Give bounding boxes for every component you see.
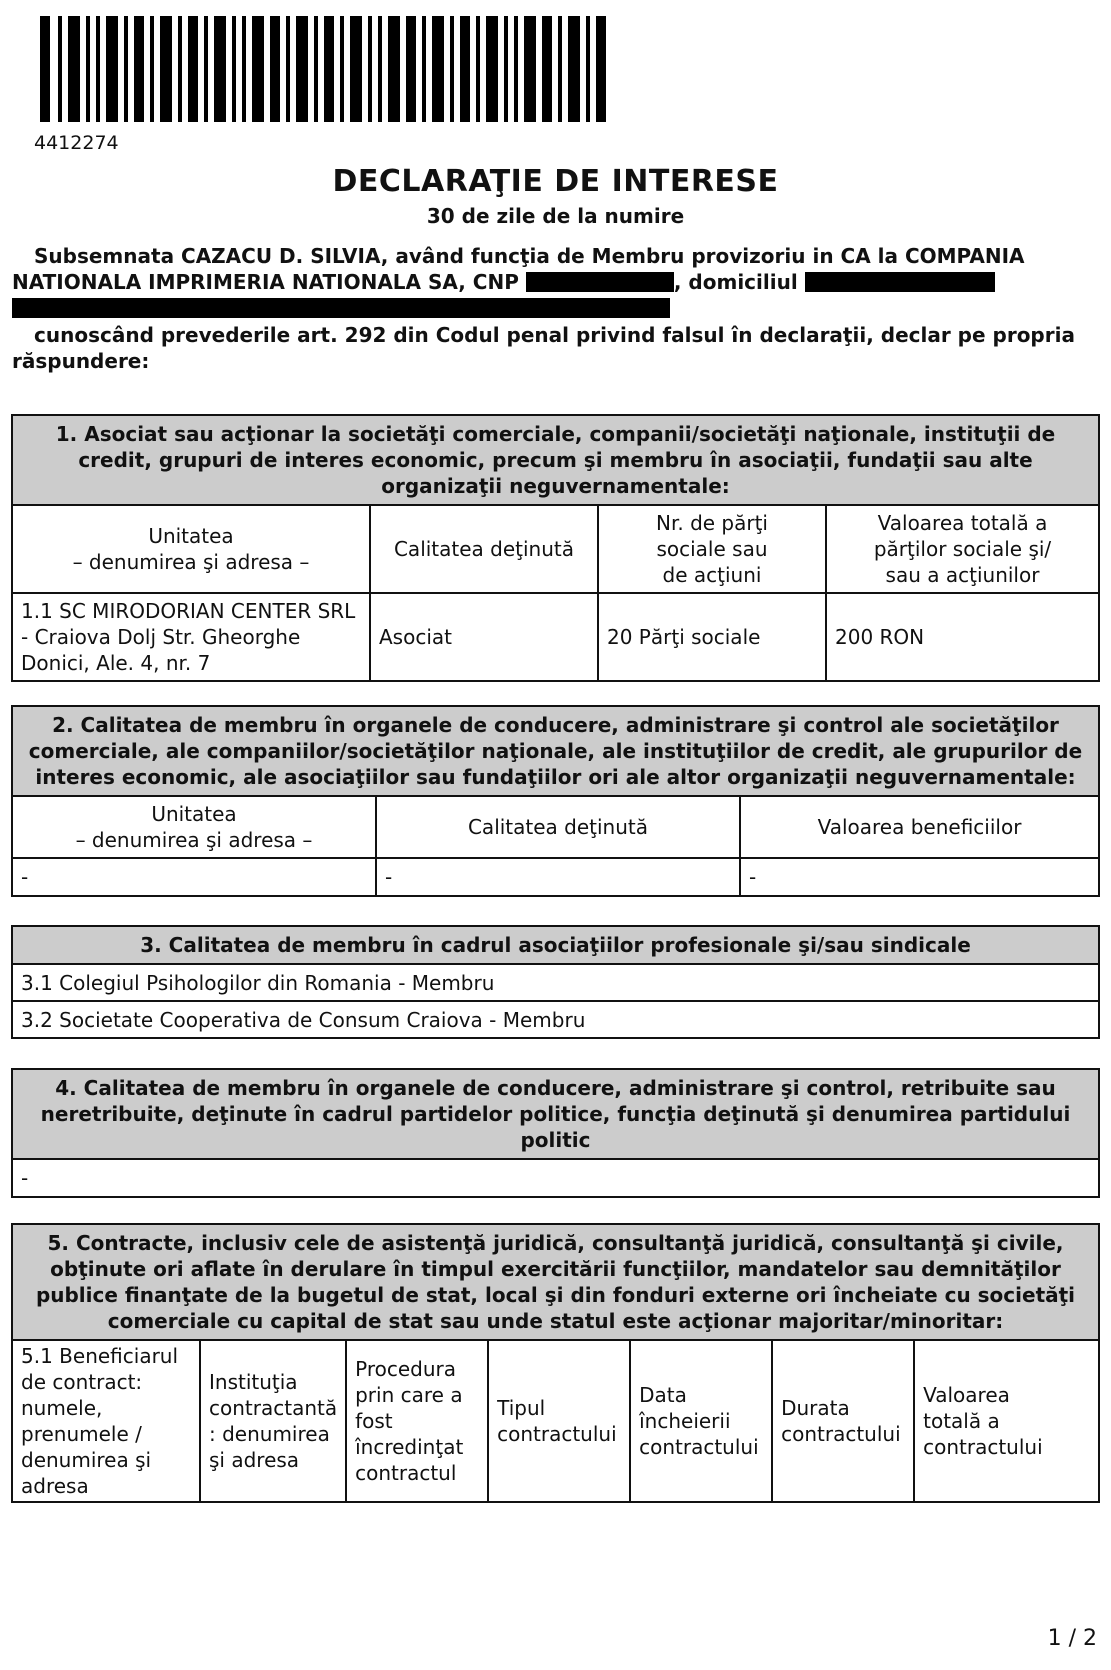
section-1-header: 1. Asociat sau acţionar la societăţi comerciale, companii/societăţi naţionale, instituţii de credit, grupuri de interes economic, precum şi membru în asociaţii, fundaţii sau alte organizaţii neguvernamentale: (12, 415, 1099, 505)
page-number: 1 / 2 (1047, 1626, 1097, 1651)
section-4-header: 4. Calitatea de membru în organele de conducere, administrare şi control, retribuite sau neretribuite, deţinute în cadrul partidelor politice, funcţia deţinută şi denumirea partidului politic (12, 1069, 1099, 1159)
section-5-col-beneficiary: 5.1 Beneficiarul de contract: numele, prenumele / denumirea şi adresa (12, 1340, 200, 1502)
section-3-item-2: 3.2 Societate Cooperativa de Consum Craiova - Membru (12, 1001, 1099, 1038)
intro-line-2 (12, 269, 1102, 295)
section-1-col-quality: Calitatea deţinută (370, 505, 598, 593)
intro-line-2a: NATIONALA IMPRIMERIA NATIONALA SA, CNP (12, 270, 519, 294)
section-2-row-unit: - (12, 858, 376, 896)
redacted-address (805, 272, 995, 292)
section-5-col-type: Tipul contractului (488, 1340, 630, 1502)
redacted-address-line (12, 298, 670, 318)
barcode-number: 4412274 (34, 132, 119, 154)
intro-line-2b: , domiciliul (673, 270, 798, 294)
section-1-row-quality: Asociat (370, 593, 598, 681)
section-2-col-benefits: Valoarea beneficiilor (740, 796, 1099, 858)
section-3-item-1: 3.1 Colegiul Psihologilor din Romania - Membru (12, 964, 1099, 1001)
section-3-header: 3. Calitatea de membru în cadrul asociaţiilor profesionale şi/sau sindicale (12, 926, 1099, 964)
section-5-col-date: Data încheierii contractului (630, 1340, 772, 1502)
section-1-row-unit: 1.1 SC MIRODORIAN CENTER SRL - Craiova Dolj Str. Gheorghe Donici, Ale. 4, nr. 7 (12, 593, 370, 681)
section-1-col-unit: Unitatea – denumirea şi adresa – (12, 505, 370, 593)
section-1-row-value: 200 RON (826, 593, 1099, 681)
section-5-col-value: Valoarea totală a contractului (914, 1340, 1099, 1502)
section-1-col-value: Valoarea totală a părţilor sociale şi/ sau a acţiunilor (826, 505, 1099, 593)
barcode (40, 16, 610, 122)
section-4-table (11, 1068, 1100, 1198)
intro-line-1: Subsemnata CAZACU D. SILVIA, având funcţia de Membru provizoriu in CA la COMPANIA (34, 244, 1025, 268)
section-2-row-quality: - (376, 858, 740, 896)
redacted-cnp (526, 272, 674, 292)
section-5-col-duration: Durata contractului (772, 1340, 914, 1502)
section-2-col-quality: Calitatea deţinută (376, 796, 740, 858)
section-1-row-shares: 20 Părţi sociale (598, 593, 826, 681)
section-2-row-benefits: - (740, 858, 1099, 896)
section-2-header: 2. Calitatea de membru în organele de conducere, administrare şi control ale societăţilor comerciale, ale companiilor/societăţilor naţionale, ale instituţiilor de credit, ale grupurilor de interes economic, ale asociaţiilor sau fundaţiilor ori ale altor organizaţii neguvernamentale: (12, 706, 1099, 796)
section-5-header: 5. Contracte, inclusiv cele de asistenţă juridică, consultanţă juridică, consultanţă şi civile, obţinute ori aflate în derulare în timpul exercitării funcţiilor, mandatelor sau demnităţilor publice finanţate de la bugetul de stat, local şi din fonduri externe ori încheiate cu societăţi comerciale cu capital de stat sau unde statul este acţionar majoritar/minoritar: (12, 1224, 1099, 1340)
intro-line-4: răspundere: (12, 349, 150, 373)
section-5-col-procedure: Procedura prin care a fost încredinţat contractul (346, 1340, 488, 1502)
document-subtitle: 30 de zile de la numire (426, 204, 685, 228)
section-2-table (11, 705, 1100, 897)
intro-line-3: cunoscând prevederile art. 292 din Codul penal privind falsul în declaraţii, declar pe propria (34, 323, 1075, 347)
section-1-col-shares: Nr. de părţi sociale sau de acţiuni (598, 505, 826, 593)
section-4-row: - (12, 1159, 1099, 1197)
section-1-table (11, 414, 1100, 682)
section-2-col-unit: Unitatea – denumirea şi adresa – (12, 796, 376, 858)
section-5-table (11, 1223, 1100, 1503)
document-title: DECLARAŢIE DE INTERESE (332, 164, 779, 199)
section-3-table (11, 925, 1100, 1039)
section-5-col-institution: Instituţia contractantă : denumirea şi adresa (200, 1340, 346, 1502)
